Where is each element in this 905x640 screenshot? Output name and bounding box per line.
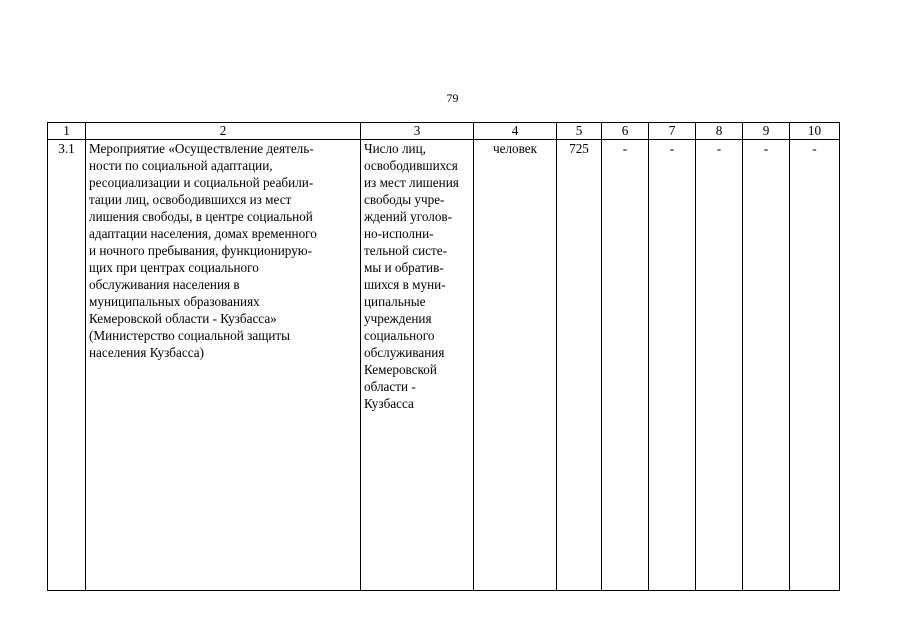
row-number-cell: 3.1 <box>48 140 86 591</box>
indicator-line: Кузбасса <box>364 396 414 411</box>
value-cell: 725 <box>557 140 602 591</box>
event-name-line: и ночного пребывания, функционирую- <box>89 243 313 258</box>
indicator-line: тельной систе- <box>364 243 447 258</box>
event-name-line: Кемеровской области - Кузбасса» <box>89 311 277 326</box>
year-value-cell: - <box>696 140 743 591</box>
column-header: 1 <box>48 123 86 140</box>
indicator-line: учреждения <box>364 311 432 326</box>
event-name-line: (Министерство социальной защиты <box>89 328 291 343</box>
year-value-cell: - <box>602 140 649 591</box>
event-name-line: лишения свободы, в центре социальной <box>89 209 313 224</box>
header-row <box>48 123 840 140</box>
indicator-line: из мест лишения <box>364 175 459 190</box>
event-name-line: ности по социальной адаптации, <box>89 158 273 173</box>
indicator-line: ципальные <box>364 294 426 309</box>
indicator-line: освободившихся <box>364 158 458 173</box>
year-value-cell: - <box>649 140 696 591</box>
unit-cell: человек <box>474 140 557 591</box>
column-header: 8 <box>696 123 743 140</box>
indicator-line: шихся в муни- <box>364 277 446 292</box>
year-value-cell: - <box>743 140 790 591</box>
column-header: 5 <box>557 123 602 140</box>
column-header: 7 <box>649 123 696 140</box>
indicator-line: Кемеровской <box>364 362 437 377</box>
event-name-line: муниципальных образованиях <box>89 294 260 309</box>
data-table <box>47 122 840 591</box>
indicator-line: ждений уголов- <box>364 209 453 224</box>
table-row <box>48 140 840 591</box>
indicator-cell <box>361 140 474 591</box>
column-header: 3 <box>361 123 474 140</box>
indicator-line: свободы учре- <box>364 192 445 207</box>
column-header: 6 <box>602 123 649 140</box>
year-value-cell: - <box>790 140 840 591</box>
event-name-line: Мероприятие «Осуществление деятель- <box>89 141 314 156</box>
column-header: 10 <box>790 123 840 140</box>
indicator-line: Число лиц, <box>364 141 426 156</box>
column-header: 4 <box>474 123 557 140</box>
event-name-line: адаптации населения, домах временного <box>89 226 317 241</box>
event-name-cell <box>86 140 361 591</box>
event-name-line: ресоциализации и социальной реабили- <box>89 175 314 190</box>
indicator-line: мы и обратив- <box>364 260 444 275</box>
event-name-line: щих при центрах социального <box>89 260 259 275</box>
indicator-line: обслуживания <box>364 345 445 360</box>
indicator-line: области - <box>364 379 416 394</box>
column-header: 2 <box>86 123 361 140</box>
event-name-line: обслуживания населения в <box>89 277 240 292</box>
column-header: 9 <box>743 123 790 140</box>
page-number: 79 <box>446 91 459 105</box>
indicator-line: социального <box>364 328 435 343</box>
event-name-line: тации лиц, освободившихся из мест <box>89 192 292 207</box>
indicator-line: но-исполни- <box>364 226 434 241</box>
event-name-line: населения Кузбасса) <box>89 345 204 360</box>
